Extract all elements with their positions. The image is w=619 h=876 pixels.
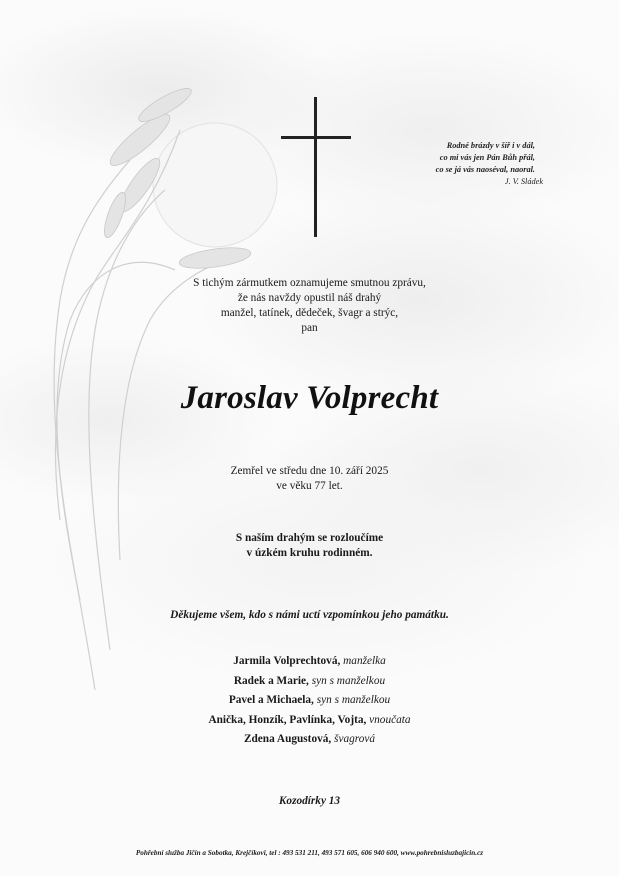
death-date: Zemřel ve středu dne 10. září 2025 xyxy=(230,465,389,477)
death-info xyxy=(0,464,619,494)
sun-disc xyxy=(153,123,277,247)
mourner-name: Anička, Honzík, Pavlínka, Vojta, xyxy=(208,713,367,726)
quote-line: co mi vás jen Pán Bůh přál, xyxy=(439,153,535,162)
mourner-name: Radek a Marie, xyxy=(233,674,309,687)
wheat-ear xyxy=(100,190,130,240)
farewell-line: v úzkém kruhu rodinném. xyxy=(246,547,373,559)
funeral-service-footer: Pohřební služba Jičín a Sobotka, Krejčíkovi, tel : 493 531 211, 493 571 605, 606 940 600, www.pohrebnisluzbajicin.cz xyxy=(135,849,484,857)
announcement-line: pan xyxy=(301,322,318,334)
mourners-list xyxy=(0,652,619,750)
mourner-relation: syn s manželkou xyxy=(316,694,391,706)
announcement xyxy=(0,276,619,336)
mourner-name: Zdena Augustová, xyxy=(243,733,332,745)
mourner-relation: vnoučata xyxy=(369,713,411,726)
wheat-ear xyxy=(178,244,252,272)
quote-line: co se já vás naoséval, naoral. xyxy=(435,165,535,174)
mourner-relation: syn s manželkou xyxy=(311,674,386,687)
quote-author: J. V. Sládek xyxy=(504,177,543,186)
mourner-name: Pavel a Michaela, xyxy=(228,694,314,706)
thanks-line: Děkujeme všem, kdo s námi uctí vzpomínkou jeho památku. xyxy=(170,609,449,621)
address: Kozodírky 13 xyxy=(278,795,341,807)
mourner-entry xyxy=(0,730,619,750)
wheat-stalk xyxy=(89,190,165,650)
death-age: ve věku 77 let. xyxy=(276,480,343,492)
farewell-note xyxy=(0,531,619,561)
mourner-entry xyxy=(0,691,619,711)
announcement-line: že nás navždy opustil náš drahý xyxy=(237,292,382,304)
mourner-relation: švagrová xyxy=(334,733,376,745)
mourner-relation: manželka xyxy=(343,655,386,667)
farewell-line: S naším drahým se rozloučíme xyxy=(235,532,384,544)
mourner-entry xyxy=(0,652,619,672)
mourner-name: Jarmila Volprechtová, xyxy=(233,655,341,667)
quote-line: Rodné brázdy v šíř i v dál, xyxy=(446,141,535,150)
mourner-entry xyxy=(0,711,619,731)
announcement-line: manžel, tatínek, dědeček, švagr a strýc, xyxy=(220,307,399,319)
announcement-line: S tichým zármutkem oznamujeme smutnou zprávu, xyxy=(193,277,426,289)
deceased-name: Jaroslav Volprecht xyxy=(180,380,439,416)
mourner-entry xyxy=(0,672,619,692)
epigraph-quote xyxy=(315,140,543,188)
